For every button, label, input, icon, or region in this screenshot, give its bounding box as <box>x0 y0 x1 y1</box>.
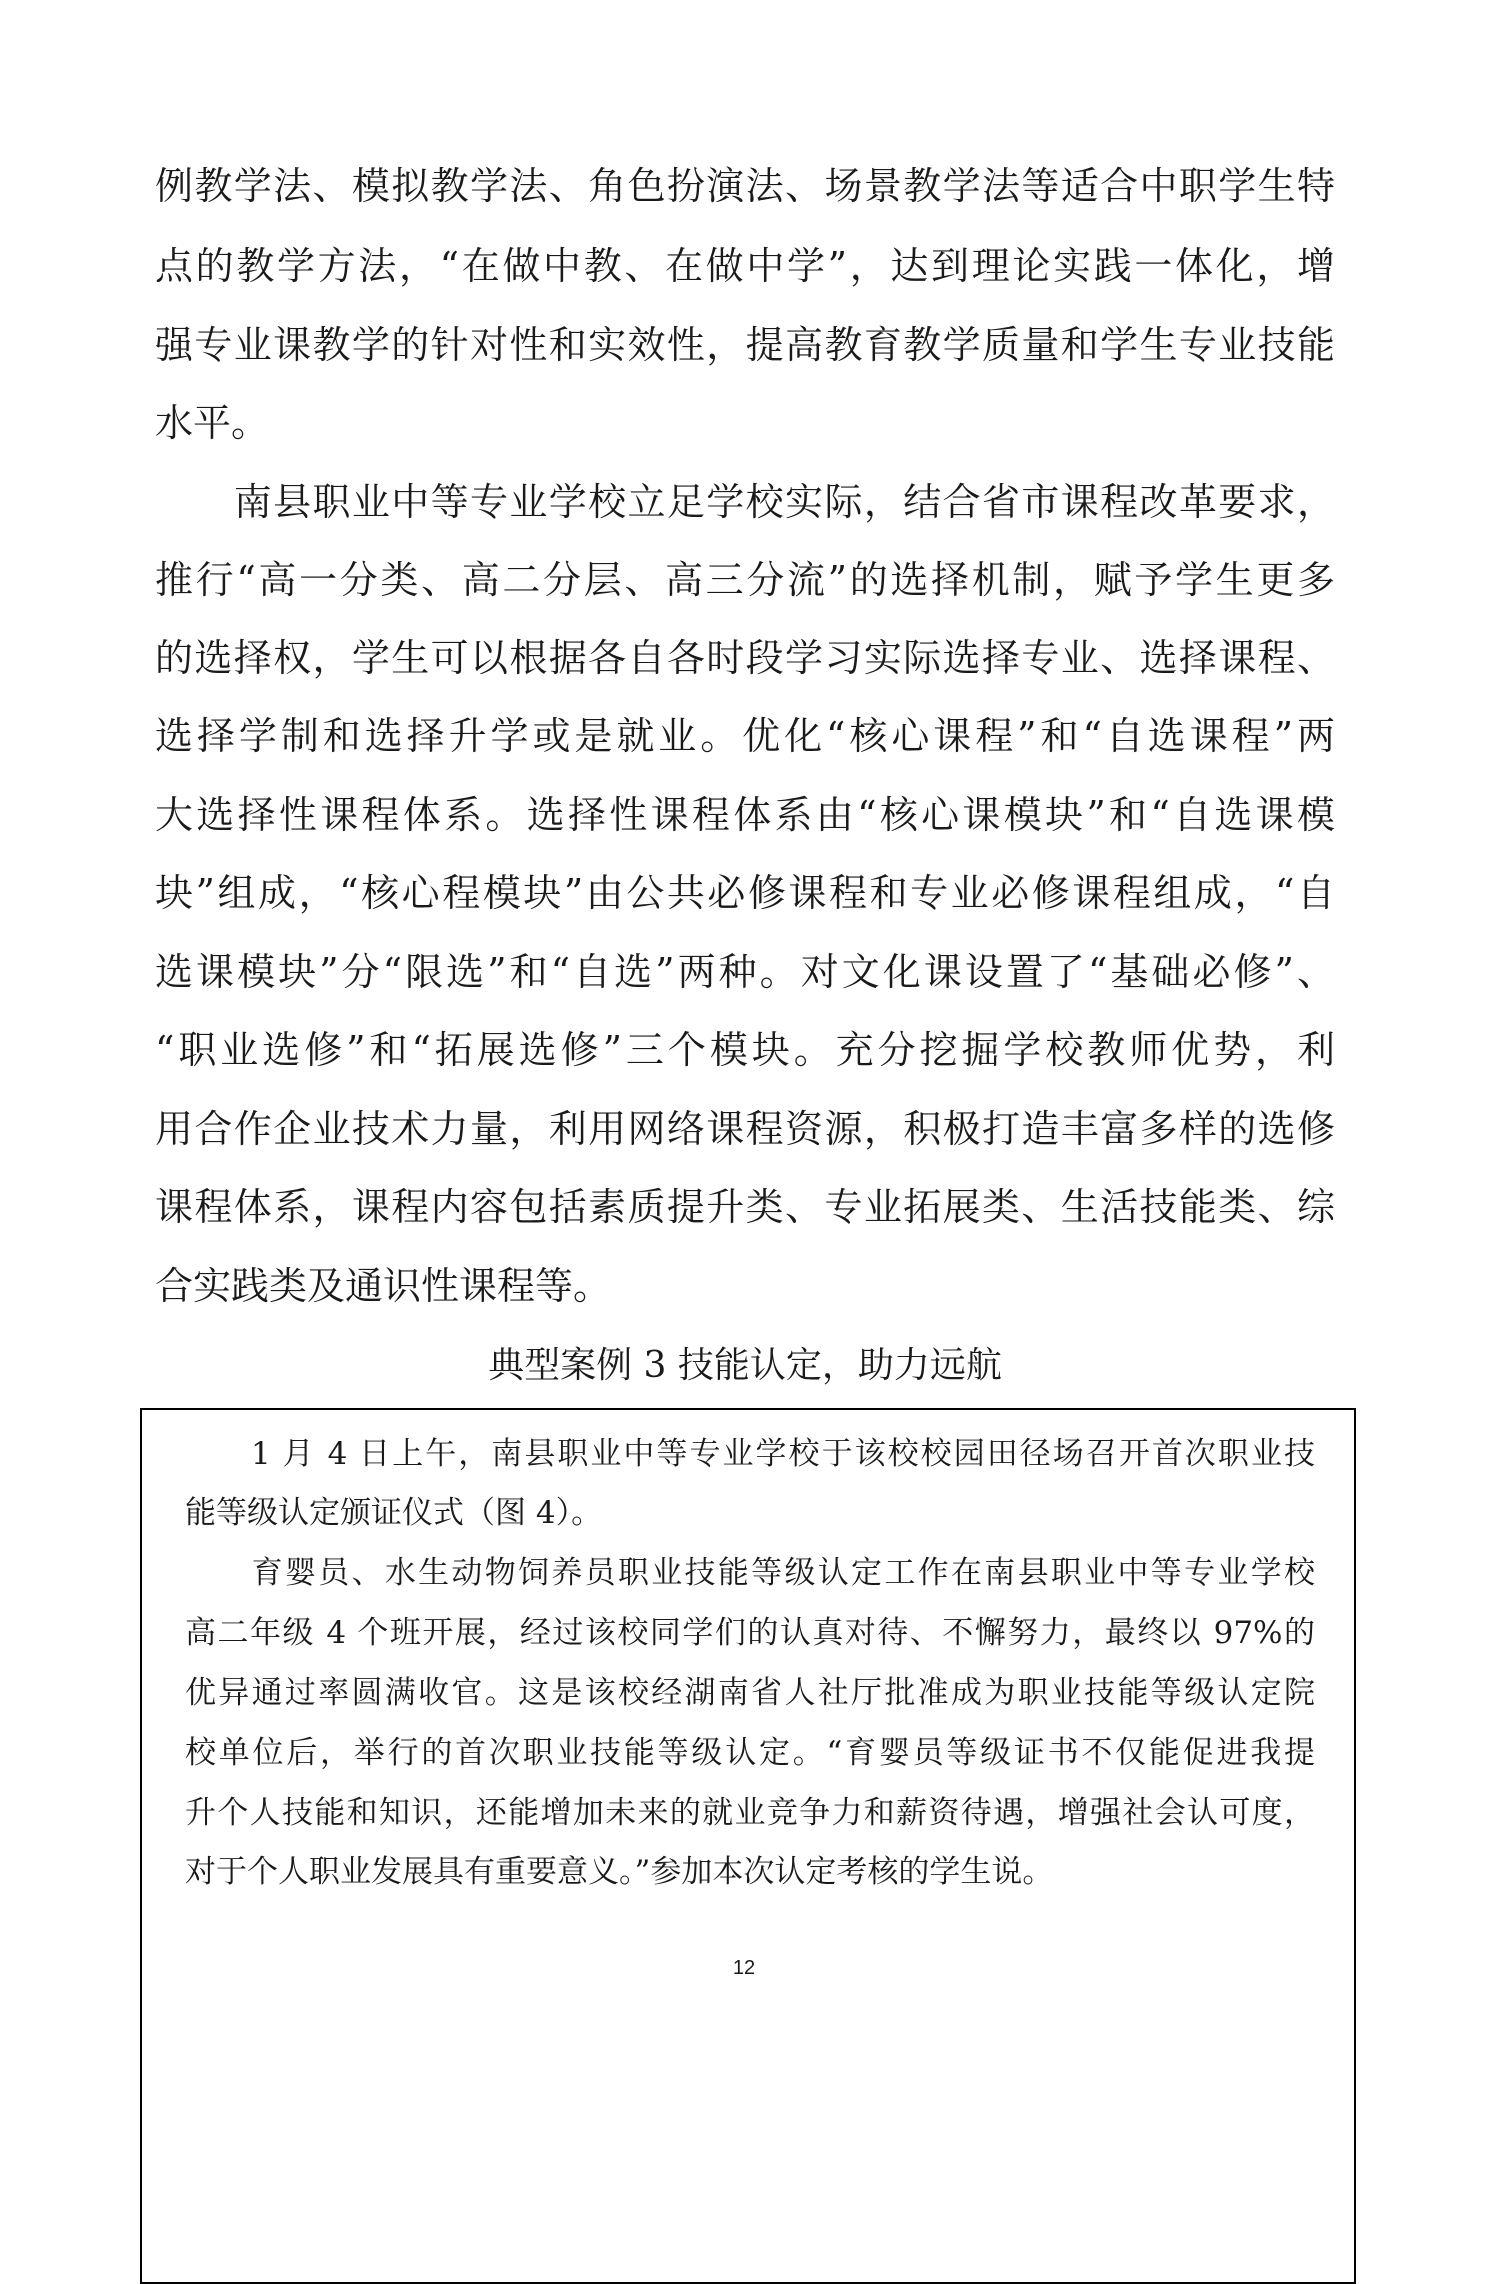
body-text-line: 用合作企业技术力量，利用网络课程资源，积极打造丰富多样的选修 <box>155 1107 1335 1151</box>
case-text-line: 对于个人职业发展具有重要意义。”参加本次认定考核的学生说。 <box>185 1854 1054 1890</box>
page-number: 12 <box>732 1957 756 1979</box>
body-text-line: 选择学制和选择升学或是就业。优化“核心课程”和“自选课程”两 <box>155 714 1335 758</box>
case-text-line: 升个人技能和知识，还能增加未来的就业竞争力和薪资待遇，增强社会认可度， <box>185 1795 1315 1831</box>
body-text-line: 点的教学方法，“在做中教、在做中学”，达到理论实践一体化，增 <box>155 244 1335 288</box>
case-box-content <box>185 1410 1315 2282</box>
case-text-line: 1 月 4 日上午，南县职业中等专业学校于该校校园田径场召开首次职业技 <box>185 1436 1315 1472</box>
case-text-line: 优异通过率圆满收官。这是该校经湖南省人社厅批准成为职业技能等级认定院 <box>185 1675 1315 1711</box>
body-text-line: 合实践类及通识性课程等。 <box>155 1264 612 1308</box>
body-text-line: 水平。 <box>155 401 270 445</box>
case-title: 典型案例 3 技能认定，助力远航 <box>488 1345 1002 1386</box>
body-text-line: 块”组成，“核心程模块”由公共必修课程和专业必修课程组成，“自 <box>155 871 1335 915</box>
body-text-line: 强专业课教学的针对性和实效性，提高教育教学质量和学生专业技能 <box>155 323 1335 367</box>
body-text-line: 大选择性课程体系。选择性课程体系由“核心课模块”和“自选课模 <box>155 793 1335 837</box>
body-text-line: 例教学法、模拟教学法、角色扮演法、场景教学法等适合中职学生特 <box>155 164 1335 208</box>
case-box <box>140 1408 1356 2284</box>
case-text-line: 育婴员、水生动物饲养员职业技能等级认定工作在南县职业中等专业学校 <box>185 1555 1315 1591</box>
body-text-line: 推行“高一分类、高二分层、高三分流”的选择机制，赋予学生更多 <box>155 558 1335 602</box>
body-text-line: 南县职业中等专业学校立足学校实际，结合省市课程改革要求， <box>155 480 1335 524</box>
body-text-line: 选课模块”分“限选”和“自选”两种。对文化课设置了“基础必修”、 <box>155 950 1335 994</box>
body-text-line: “职业选修”和“拓展选修”三个模块。充分挖掘学校教师优势，利 <box>155 1028 1335 1072</box>
body-text-line: 课程体系，课程内容包括素质提升类、专业拓展类、生活技能类、综 <box>155 1185 1335 1229</box>
case-text-line: 校单位后，举行的首次职业技能等级认定。“育婴员等级证书不仅能促进我提 <box>185 1735 1315 1771</box>
case-text-line: 能等级认定颁证仪式（图 4）。 <box>185 1495 603 1531</box>
case-text-line: 高二年级 4 个班开展，经过该校同学们的认真对待、不懈努力，最终以 97%的 <box>185 1615 1315 1651</box>
body-text-line: 的选择权，学生可以根据各自各时段学习实际选择专业、选择课程、 <box>155 636 1335 680</box>
